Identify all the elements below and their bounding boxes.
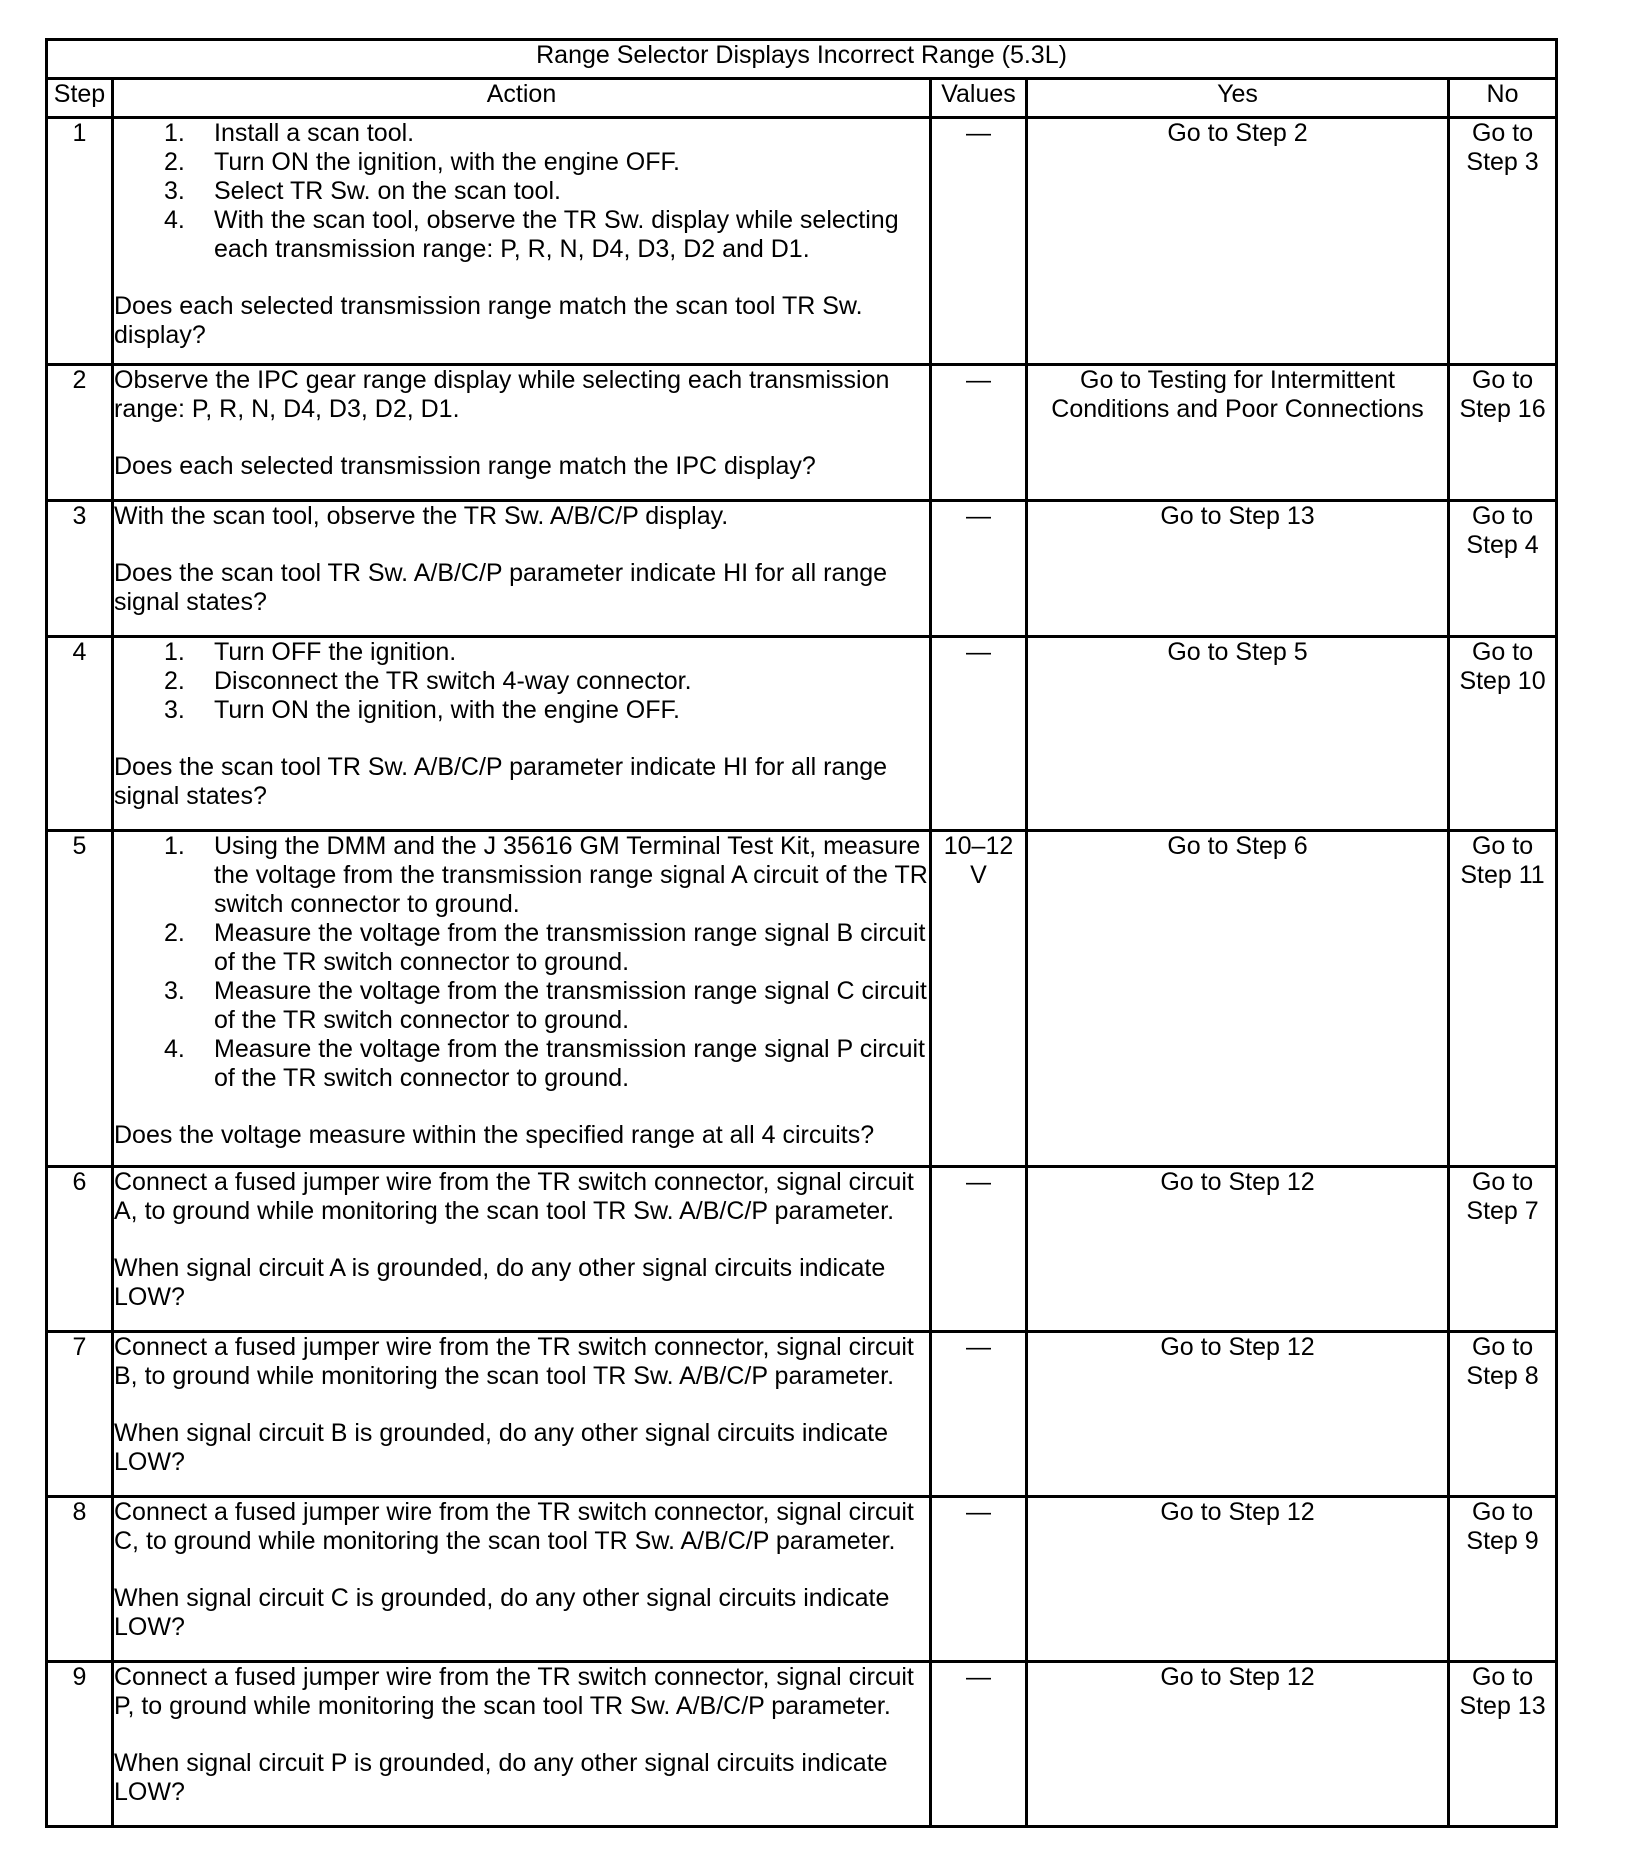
action-cell — [113, 637, 931, 831]
header-action: Action — [113, 79, 931, 118]
diagnostic-table — [45, 38, 1558, 1828]
list-item: 3. Measure the voltage from the transmission range signal C circuit of the TR switch connector to ground. — [164, 977, 927, 1034]
yes-cell: Go to Step 2 — [1027, 118, 1449, 365]
no-cell: Go to Step 13 — [1449, 1662, 1557, 1827]
values-cell: — — [931, 1497, 1027, 1662]
question: When signal circuit A is grounded, do any other signal circuits indicate LOW? — [114, 1254, 886, 1311]
no-cell: Go to Step 8 — [1449, 1332, 1557, 1497]
action-cell — [113, 501, 931, 637]
table-row — [47, 118, 1557, 365]
values-cell: — — [931, 501, 1027, 637]
yes-cell: Go to Testing for Intermittent Conditions and Poor Connections — [1027, 365, 1449, 501]
no-cell: Go to Step 7 — [1449, 1167, 1557, 1332]
values-cell: 10–12 V — [931, 831, 1027, 1167]
action-list — [114, 638, 929, 725]
action-list — [114, 832, 929, 1093]
header-no: No — [1449, 79, 1557, 118]
action-instruction: Connect a fused jumper wire from the TR switch connector, signal circuit P, to ground while monitoring the scan tool TR Sw. A/B/C/P parameter. — [114, 1663, 914, 1720]
table-row — [47, 1332, 1557, 1497]
step-number: 4 — [47, 637, 113, 831]
action-instruction: Connect a fused jumper wire from the TR switch connector, signal circuit A, to ground while monitoring the scan tool TR Sw. A/B/C/P parameter. — [114, 1168, 914, 1225]
step-number: 8 — [47, 1497, 113, 1662]
yes-cell: Go to Step 5 — [1027, 637, 1449, 831]
step-number: 3 — [47, 501, 113, 637]
action-cell — [113, 118, 931, 365]
step-number: 6 — [47, 1167, 113, 1332]
values-cell: — — [931, 1332, 1027, 1497]
question: Does the scan tool TR Sw. A/B/C/P parameter indicate HI for all range signal states? — [114, 753, 888, 810]
no-cell: Go to Step 16 — [1449, 365, 1557, 501]
action-cell — [113, 365, 931, 501]
step-number: 7 — [47, 1332, 113, 1497]
action-instruction: Connect a fused jumper wire from the TR switch connector, signal circuit B, to ground while monitoring the scan tool TR Sw. A/B/C/P parameter. — [114, 1333, 914, 1390]
table-row — [47, 501, 1557, 637]
yes-cell: Go to Step 12 — [1027, 1497, 1449, 1662]
action-cell — [113, 1332, 931, 1497]
question: Does each selected transmission range match the IPC display? — [114, 452, 816, 480]
action-cell — [113, 1167, 931, 1332]
yes-cell: Go to Step 12 — [1027, 1662, 1449, 1827]
no-cell: Go to Step 10 — [1449, 637, 1557, 831]
yes-cell: Go to Step 6 — [1027, 831, 1449, 1167]
yes-cell: Go to Step 12 — [1027, 1167, 1449, 1332]
list-item: 2. Disconnect the TR switch 4-way connector. — [164, 667, 692, 695]
list-item: 2. Measure the voltage from the transmission range signal B circuit of the TR switch connector to ground. — [164, 919, 926, 976]
values-cell: — — [931, 637, 1027, 831]
values-cell: — — [931, 118, 1027, 365]
table-row — [47, 365, 1557, 501]
action-cell — [113, 1662, 931, 1827]
list-item: 3. Turn ON the ignition, with the engine OFF. — [164, 696, 680, 724]
action-instruction: Connect a fused jumper wire from the TR switch connector, signal circuit C, to ground while monitoring the scan tool TR Sw. A/B/C/P parameter. — [114, 1498, 914, 1555]
list-item: 3. Select TR Sw. on the scan tool. — [164, 177, 561, 205]
values-cell: — — [931, 365, 1027, 501]
step-number: 1 — [47, 118, 113, 365]
list-item: 1. Using the DMM and the J 35616 GM Terminal Test Kit, measure the voltage from the transmission range signal A circuit of the TR switch connector to ground. — [164, 832, 928, 918]
action-list — [114, 119, 929, 264]
no-cell: Go to Step 11 — [1449, 831, 1557, 1167]
action-instruction: With the scan tool, observe the TR Sw. A/B/C/P display. — [114, 502, 729, 530]
list-item: 1. Install a scan tool. — [164, 119, 415, 147]
table-row — [47, 1662, 1557, 1827]
table-row — [47, 637, 1557, 831]
question: When signal circuit B is grounded, do any other signal circuits indicate LOW? — [114, 1419, 889, 1476]
question: Does each selected transmission range match the scan tool TR Sw. display? — [114, 292, 863, 349]
table-row — [47, 831, 1557, 1167]
values-cell: — — [931, 1662, 1027, 1827]
list-item: 2. Turn ON the ignition, with the engine OFF. — [164, 148, 680, 176]
list-item: 4. With the scan tool, observe the TR Sw. display while selecting each transmission range: P, R, N, D4, D3, D2 and D1. — [164, 206, 899, 263]
no-cell: Go to Step 9 — [1449, 1497, 1557, 1662]
step-number: 9 — [47, 1662, 113, 1827]
header-step: Step — [47, 79, 113, 118]
step-number: 2 — [47, 365, 113, 501]
header-yes: Yes — [1027, 79, 1449, 118]
values-cell: — — [931, 1167, 1027, 1332]
no-cell: Go to Step 3 — [1449, 118, 1557, 365]
list-item: 1. Turn OFF the ignition. — [164, 638, 457, 666]
action-instruction: Observe the IPC gear range display while selecting each transmission range: P, R, N, D4, D3, D2, D1. — [114, 366, 890, 423]
step-number: 5 — [47, 831, 113, 1167]
table-title: Range Selector Displays Incorrect Range (5.3L) — [47, 40, 1557, 79]
list-item: 4. Measure the voltage from the transmission range signal P circuit of the TR switch connector to ground. — [164, 1035, 925, 1092]
question: When signal circuit C is grounded, do any other signal circuits indicate LOW? — [114, 1584, 890, 1641]
question: Does the voltage measure within the specified range at all 4 circuits? — [114, 1121, 875, 1149]
table-row — [47, 1167, 1557, 1332]
yes-cell: Go to Step 12 — [1027, 1332, 1449, 1497]
action-cell — [113, 1497, 931, 1662]
action-cell — [113, 831, 931, 1167]
header-values: Values — [931, 79, 1027, 118]
question: When signal circuit P is grounded, do any other signal circuits indicate LOW? — [114, 1749, 888, 1806]
table-row — [47, 1497, 1557, 1662]
question: Does the scan tool TR Sw. A/B/C/P parameter indicate HI for all range signal states? — [114, 559, 888, 616]
yes-cell: Go to Step 13 — [1027, 501, 1449, 637]
no-cell: Go to Step 4 — [1449, 501, 1557, 637]
